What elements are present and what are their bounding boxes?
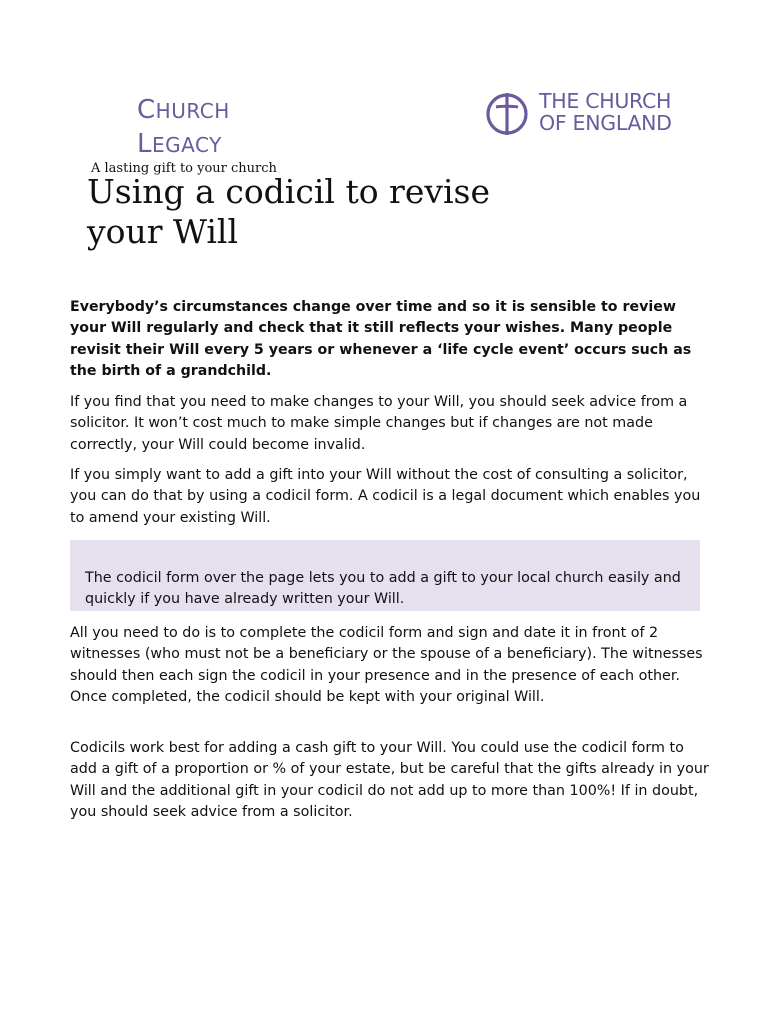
coe-name-line1: THE CHURCH [539,89,672,113]
page-title: Using a codicil to revise your Will [87,172,491,251]
callout-text: The codicil form over the page lets you to add a gift to your local church easily and quickly if you have already written your Will. [85,570,681,608]
coe-name-line2: OF ENGLAND [539,111,672,135]
church-legacy-logo-line1: CHURCH [137,95,230,125]
cross-circle-icon [484,91,530,137]
church-legacy-logo-line2: LEGACY [137,129,222,159]
tagline: A lasting gift to your church [91,161,277,176]
paragraph-cash-gifts: Codicils work best for adding a cash gift to your Will. You could use the codicil form to add a gift of a proportion or % of your estate, but be careful that the gifts already in your Will and the additional gift in your codicil do not add up to more than 100%! If in doubt, you should seek advice from a solicitor. [70,740,709,820]
paragraph-instructions: All you need to do is to complete the codicil form and sign and date it in front of 2 witnesses (who must not be a beneficiary or the spouse of a beneficiary). The witnesses should then each sign the codicil in your presence and in the presence of each other. Once completed, the codicil should be kept with your original Will. [70,625,703,705]
paragraph-advice: If you find that you need to make changes to your Will, you should seek advice from a solicitor. It won’t cost much to make simple changes but if changes are not made correctly, your Will could become invalid. [70,394,688,453]
callout-box [70,540,700,611]
church-of-england-logo [484,90,704,136]
paragraph-codicil-definition: If you simply want to add a gift into your Will without the cost of consulting a solicitor, you can do that by using a codicil form. A codicil is a legal document which enables you to amend your existing Will. [70,467,701,526]
intro-paragraph: Everybody’s circumstances change over time and so it is sensible to review your Will regularly and check that it still reflects your wishes. Many people revisit their Will every 5 years or whenever a ‘life cycle event’ occurs such as the birth of a grandchild. [70,299,692,379]
